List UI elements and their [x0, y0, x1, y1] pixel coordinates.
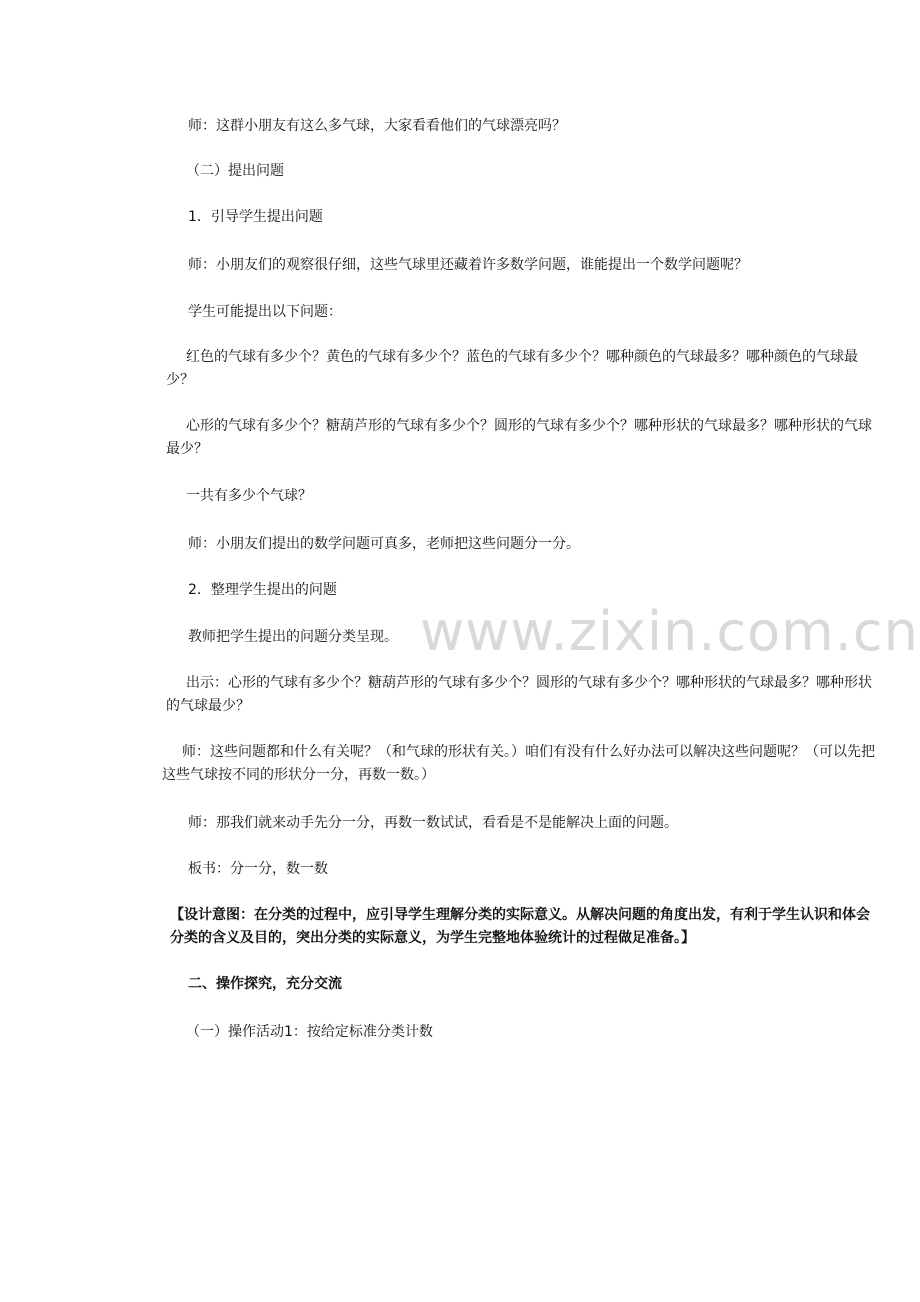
blackboard-note: 板书：分一分，数一数 — [188, 861, 328, 877]
site-watermark: www.zixin.com.cn — [420, 600, 919, 663]
teacher-try-it-statement: 师：那我们就来动手先分一分，再数一数试试，看看是不是能解决上面的问题。 — [188, 815, 678, 831]
teacher-shape-relation-paragraph: 师：这些问题都和什么有关呢？（和气球的形状有关。）咱们有没有什么好办法可以解决这些问题呢？（可以先把这些气球按不同的形状分一分，再数一数。） — [162, 744, 875, 783]
design-intent-paragraph: 【设计意图：在分类的过程中，应引导学生理解分类的实际意义。从解决问题的角度出发，有利于学生认识和体会分类的含义及目的，突出分类的实际意义，为学生完整地体验统计的过程做足准备。】 — [170, 907, 870, 946]
teacher-classify-statement: 师：小朋友们提出的数学问题可真多，老师把这些问题分一分。 — [188, 536, 580, 552]
display-shape-questions-paragraph: 出示：心形的气球有多少个？糖葫芦形的气球有多少个？圆形的气球有多少个？哪种形状的气球最多？哪种形状的气球最少？ — [166, 675, 872, 714]
step-1-heading: 1．引导学生提出问题 — [188, 209, 323, 225]
shape-questions-paragraph: 心形的气球有多少个？糖葫芦形的气球有多少个？圆形的气球有多少个？哪种形状的气球最多？哪种形状的气球最少？ — [166, 418, 872, 457]
student-questions-intro: 学生可能提出以下问题： — [188, 304, 342, 320]
teacher-prompt-math-question: 师：小朋友们的观察很仔细，这些气球里还藏着许多数学问题，谁能提出一个数学问题呢？ — [188, 257, 748, 273]
activity-1-heading: （一）操作活动1：按给定标准分类计数 — [186, 1024, 433, 1040]
section-heading-propose-questions: （二）提出问题 — [186, 163, 284, 179]
color-questions-paragraph: 红色的气球有多少个？黄色的气球有多少个？蓝色的气球有多少个？哪种颜色的气球最多？哪种颜色的气球最少？ — [166, 349, 858, 388]
teacher-question-balloons: 师：这群小朋友有这么多气球，大家看看他们的气球漂亮吗？ — [188, 118, 566, 134]
step-2-heading: 2．整理学生提出的问题 — [188, 582, 337, 598]
total-balloons-question: 一共有多少个气球？ — [186, 488, 312, 504]
teacher-present-questions: 教师把学生提出的问题分类呈现。 — [188, 629, 398, 645]
section-2-heading: 二、操作探究，充分交流 — [188, 976, 342, 992]
